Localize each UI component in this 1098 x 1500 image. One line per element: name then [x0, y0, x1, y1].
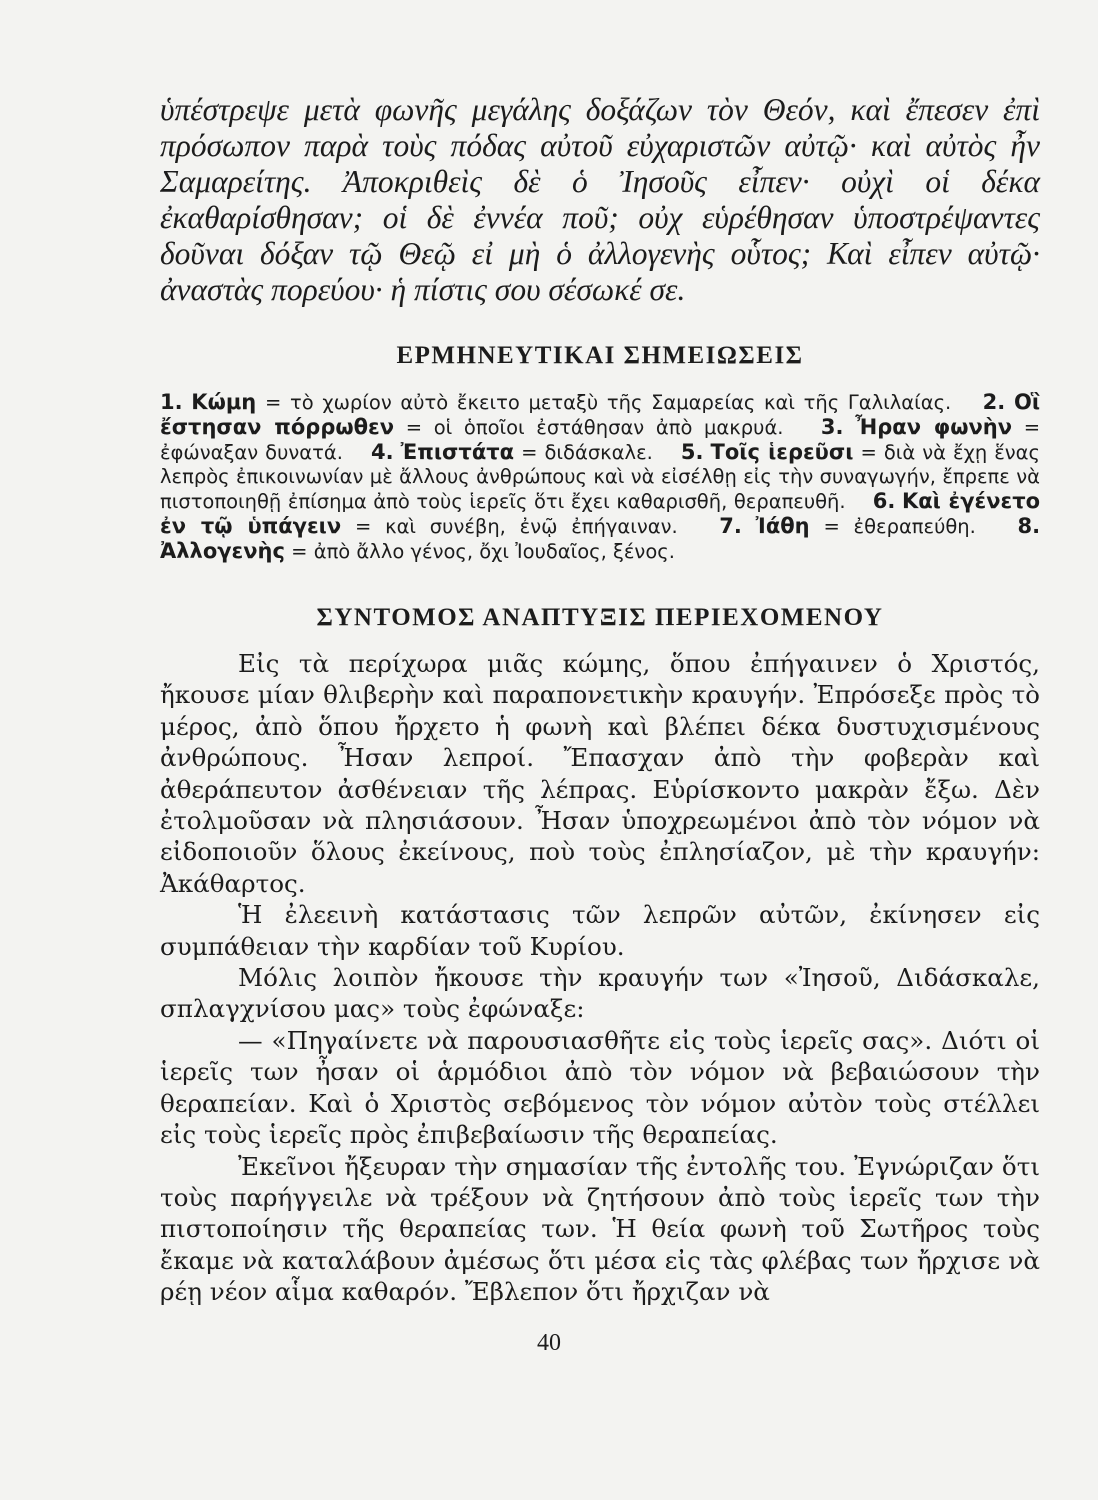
summary-heading: ΣΥΝΤΟΜΟΣ ΑΝΑΠΤΥΞΙΣ ΠΕΡΙΕΧΟΜΕΝΟΥ: [316, 604, 884, 631]
page-content: [160, 92, 1040, 1308]
scripture-text: ὑπέστρεψε μετὰ φωνῆς μεγάλης δοξάζων τὸν Θεόν, καὶ ἔπεσεν ἐπὶ πρόσωπον παρὰ τοὺς πόδας αὐτοῦ εὐχαριστῶν αὐτῷ· καὶ αὐτὸς ἦν Σαμαρείτης. Ἀποκριθεὶς δὲ ὁ Ἰησοῦς εἶπεν· οὐχὶ οἱ δέκα ἐκαθαρίσθησαν; οἱ δὲ ἐννέα ποῦ; οὐχ εὑρέθησαν ὑποστρέψαντες δοῦναι δόξαν τῷ Θεῷ εἰ μὴ ὁ ἀλλογενὴς οὗτος; Καὶ εἶπεν αὐτῷ· ἀναστὰς πορεύου· ἡ πίστις σου σέσωκέ σε.: [160, 92, 1040, 307]
note-term: Ἰάθη: [755, 514, 810, 538]
note-number: 2.: [982, 390, 1006, 414]
summary-paragraph: Ἡ ἐλεεινὴ κατάστασις τῶν λεπρῶν αὐτῶν, ἐκίνησεν εἰς συμπάθειαν τὴν καρδίαν τοῦ Κυρίου.: [160, 900, 1040, 961]
note-number: 5.: [680, 440, 704, 464]
note-number: 8.: [1017, 514, 1041, 538]
note-definition: = ἐφώναξαν δυνατά.: [160, 416, 1041, 464]
page-number: 40: [537, 1330, 561, 1356]
notes-heading: ΕΡΜΗΝΕΥΤΙΚΑΙ ΣΗΜΕΙΩΣΕΙΣ: [396, 342, 804, 369]
note-definition: = ἐθεραπεύθη.: [823, 515, 976, 538]
note-number: 3.: [820, 415, 844, 439]
note-term: Οἳ ἔστησαν πόρρωθεν: [160, 390, 1041, 439]
summary-paragraph: Ἐκεῖνοι ἤξευραν τὴν σημασίαν τῆς ἐντολῆς του. Ἐγνώριζαν ὅτι τοὺς παρήγγειλε νὰ τρέξουν νὰ ζητήσουν ἀπὸ τοὺς ἱερεῖς των τὴν πιστοποίησιν τῆς θεραπείας των. Ἡ θεία φωνὴ τοῦ Σωτῆρος τοὺς ἔκαμε νὰ καταλάβουν ἀμέσως ὅτι μέσα εἰς τὰς φλέβας των ἤρχισε νὰ ρέῃ νέον αἷμα καθαρόν. Ἔβλεπον ὅτι ἤρχιζαν νὰ: [160, 1151, 1040, 1307]
explanatory-notes: [160, 390, 1040, 564]
note-term: Ἐπιστάτα: [400, 440, 515, 464]
summary-paragraph: — «Πηγαίνετε νὰ παρουσιασθῆτε εἰς τοὺς ἱερεῖς σας». Διότι οἱ ἱερεῖς των ἦσαν οἱ ἁρμόδιοι ἀπὸ τὸν νόμον νὰ βεβαιώσουν τὴν θεραπείαν. Καὶ ὁ Χριστὸς σεβόμενος τὸν νόμον αὐτὸν τοὺς στέλλει εἰς τοὺς ἱερεῖς πρὸς ἐπιβεβαίωσιν τῆς θεραπείας.: [160, 1025, 1040, 1150]
note-number: 7.: [719, 514, 742, 538]
note-term: Ἀλλογενὴς: [160, 539, 285, 563]
note-number: 6.: [872, 489, 896, 513]
summary-body: [160, 648, 1040, 1308]
notes-paragraph: [160, 390, 1040, 564]
note-definition: = οἱ ὁποῖοι ἐστάθησαν ἀπὸ μακρυά.: [405, 416, 784, 439]
note-definition: = ἀπὸ ἄλλο γένος, ὄχι Ἰουδαῖος, ξένος.: [291, 540, 675, 563]
note-term: Τοῖς ἱερεῦσι: [710, 440, 854, 464]
note-term: Καὶ ἐγένετο ἐν τῷ ὑπάγειν: [160, 489, 1041, 538]
note-definition: = καὶ συνέβη, ἐνῷ ἐπήγαιναν.: [354, 515, 678, 538]
scripture-passage: [160, 92, 1040, 308]
note-number: 1.: [160, 390, 183, 414]
note-definition: = διὰ νὰ ἔχῃ ἕνας λεπρὸς ἐπικοινωνίαν μὲ ἄλλους ἀνθρώπους καὶ νὰ εἰσέλθῃ εἰς τὴν συναγωγήν, ἔπρεπε νὰ πιστοποιηθῇ ἐπίσημα ἀπὸ τοὺς ἱερεῖς ὅτι ἔχει καθαρισθῆ, θεραπευθῆ.: [160, 441, 1040, 513]
summary-paragraph: Μόλις λοιπὸν ἤκουσε τὴν κραυγήν των «Ἰησοῦ, Διδάσκαλε, σπλαγχνίσου μας» τοὺς ἐφώναξε:: [160, 963, 1040, 1024]
note-definition: = διδάσκαλε.: [521, 441, 653, 464]
note-definition: = τὸ χωρίον αὐτὸ ἔκειτο μεταξὺ τῆς Σαμαρείας καὶ τῆς Γαλιλαίας.: [264, 391, 952, 414]
summary-paragraph: Εἰς τὰ περίχωρα μιᾶς κώμης, ὅπου ἐπήγαινεν ὁ Χριστός, ἤκουσε μίαν θλιβερὴν καὶ παραπονετικὴν κραυγήν. Ἐπρόσεξε πρὸς τὸ μέρος, ἀπὸ ὅπου ἤρχετο ἡ φωνὴ καὶ βλέπει δέκα δυστυχισμένους ἀνθρώπους. Ἦσαν λεπροί. Ἔπασχαν ἀπὸ τὴν φοβερὰν καὶ ἀθεράπευτον ἀσθένειαν τῆς λέπρας. Εὑρίσκοντο μακρὰν ἔξω. Δὲν ἐτολμοῦσαν νὰ πλησιάσουν. Ἦσαν ὑποχρεωμένοι ἀπὸ τὸν νόμον νὰ εἰδοποιοῦν ὅλους ἐκείνους, ποὺ τοὺς ἐπλησίαζον, μὲ τὴν κραυγήν: Ἀκάθαρτος.: [160, 649, 1040, 898]
note-number: 4.: [371, 440, 394, 464]
note-term: Κώμη: [191, 390, 257, 414]
note-term: Ἦραν φωνὴν: [855, 415, 1013, 439]
